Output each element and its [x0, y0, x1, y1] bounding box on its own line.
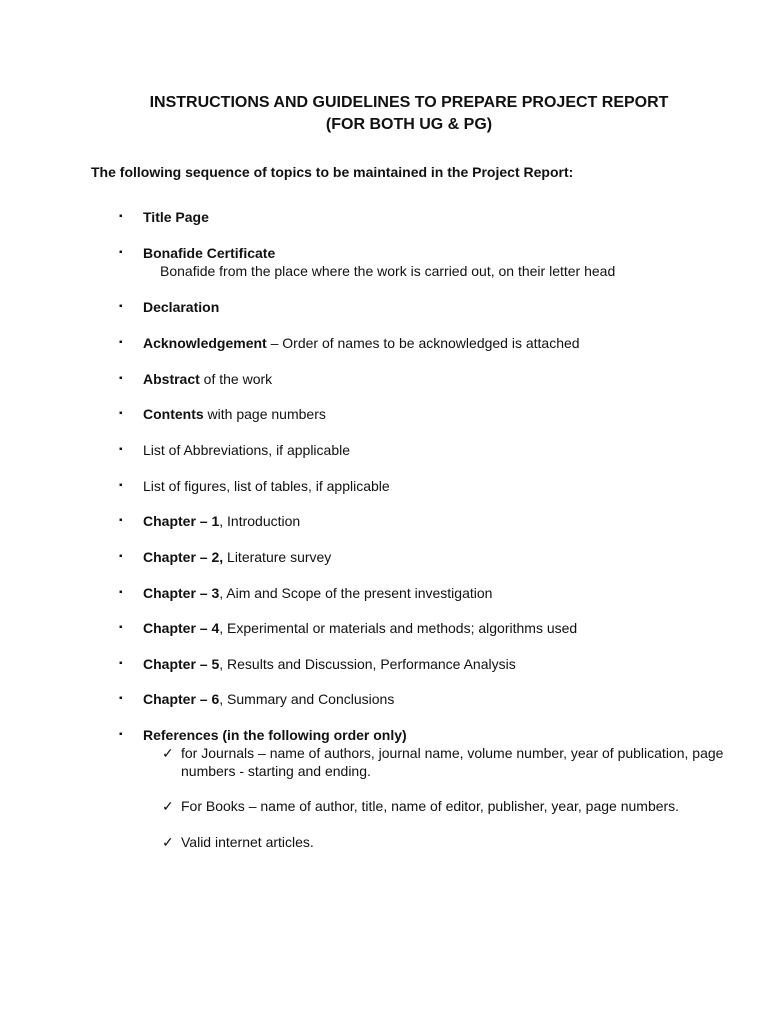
- reference-text: for Journals – name of authors, journal name, volume number, year of publication, page numbers - starting and ending.: [181, 745, 724, 779]
- checkmark-icon: ✓: [162, 798, 174, 814]
- reference-text: For Books – name of author, title, name of editor, publisher, year, page numbers.: [181, 798, 680, 814]
- bonafide-description: Bonafide from the place where the work is carried out, on their letter head: [160, 263, 616, 279]
- item-bold: Chapter – 6: [143, 691, 220, 707]
- item-bold: Title Page: [143, 209, 209, 225]
- item-bold: Declaration: [143, 299, 220, 315]
- bullet-icon: ▪: [119, 247, 123, 258]
- checkmark-icon: ✓: [162, 745, 174, 761]
- item-bold: References (in the following order only): [143, 727, 407, 743]
- item-rest: with page numbers: [203, 406, 326, 422]
- document-title-line-2: (FOR BOTH UG & PG): [325, 116, 493, 133]
- item-bold: Bonafide Certificate: [143, 245, 276, 261]
- item-bold: Chapter – 5: [143, 656, 220, 672]
- item-rest: List of Abbreviations, if applicable: [143, 442, 351, 458]
- bullet-icon: ▪: [119, 658, 123, 669]
- item-rest: , Experimental or materials and methods; algorithms used: [219, 620, 578, 636]
- bullet-icon: ▪: [119, 551, 123, 562]
- item-bold: Chapter – 3: [143, 585, 220, 601]
- bullet-icon: ▪: [119, 587, 123, 598]
- item-bold: Chapter – 2,: [143, 549, 224, 565]
- bullet-icon: ▪: [119, 480, 123, 491]
- bullet-icon: ▪: [119, 408, 123, 419]
- bullet-icon: ▪: [119, 622, 123, 633]
- item-rest: List of figures, list of tables, if applicable: [143, 478, 390, 494]
- item-rest: Literature survey: [223, 549, 332, 565]
- item-rest: , Summary and Conclusions: [219, 691, 395, 707]
- bullet-icon: ▪: [119, 729, 123, 740]
- item-rest: – Order of names to be acknowledged is attached: [266, 335, 580, 351]
- bullet-icon: ▪: [119, 693, 123, 704]
- reference-text: Valid internet articles.: [181, 834, 314, 850]
- intro-text: The following sequence of topics to be maintained in the Project Report:: [91, 164, 574, 180]
- bullet-icon: ▪: [119, 211, 123, 222]
- bullet-icon: ▪: [119, 301, 123, 312]
- bullet-icon: ▪: [119, 337, 123, 348]
- bullet-icon: ▪: [119, 515, 123, 526]
- bullet-icon: ▪: [119, 373, 123, 384]
- item-bold: Acknowledgement: [143, 335, 267, 351]
- item-bold: Abstract: [143, 371, 200, 387]
- item-rest: , Introduction: [219, 513, 301, 529]
- item-bold: Contents: [143, 406, 204, 422]
- item-rest: , Results and Discussion, Performance Analysis: [219, 656, 516, 672]
- item-rest: of the work: [199, 371, 273, 387]
- item-bold: Chapter – 1: [143, 513, 220, 529]
- document-title-line-1: INSTRUCTIONS AND GUIDELINES TO PREPARE PROJECT REPORT: [149, 94, 669, 111]
- item-bold: Chapter – 4: [143, 620, 220, 636]
- item-rest: , Aim and Scope of the present investigation: [219, 585, 493, 601]
- bullet-icon: ▪: [119, 444, 123, 455]
- checkmark-icon: ✓: [162, 834, 174, 850]
